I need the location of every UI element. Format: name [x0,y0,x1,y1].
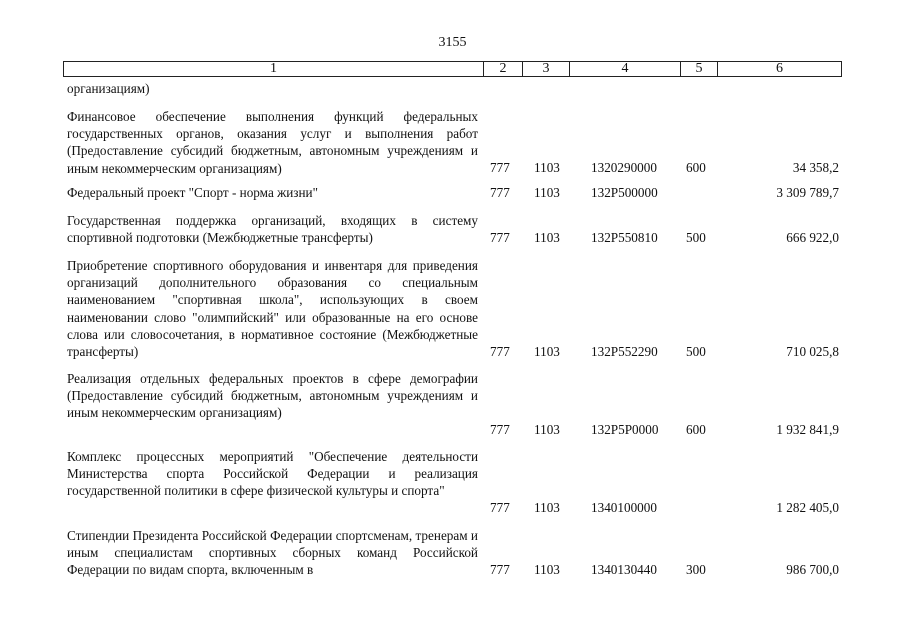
row-target-code: 1340130440 [591,562,657,577]
page-number: 3155 [438,35,467,50]
row-expense-type: 600 [686,422,706,437]
row-amount: 710 025,8 [786,344,839,359]
row-admin-code: 777 [490,344,510,359]
row-target-code: 132P552290 [591,344,658,359]
row-section-code: 1103 [534,422,560,437]
header-col-2: 2 [483,62,522,76]
row-expense-type: 600 [686,160,706,175]
header-col-1: 1 [270,61,277,76]
row-section-code: 1103 [534,230,560,245]
row-name: Стипендии Президента Российской Федерации спортсменам, тренерам и иным специалистам спортивных сборных команд Российской Федерации по видам спорта, включенным в [67,528,478,578]
row-expense-type: 500 [686,344,706,359]
table-header [63,61,842,77]
row-section-code: 1103 [534,344,560,359]
row-admin-code: 777 [490,422,510,437]
row-admin-code: 777 [490,160,510,175]
header-col-5: 5 [680,62,717,76]
row-admin-code: 777 [490,230,510,245]
row-admin-code: 777 [490,500,510,515]
row-name: Федеральный проект "Спорт - норма жизни" [67,185,318,200]
row-section-code: 1103 [534,500,560,515]
header-col-4: 4 [569,62,680,76]
row-name: Комплекс процессных мероприятий "Обеспечение деятельности Министерства спорта Российской Федерации и реализация государственной политики в сфере физической культуры и спорта" [67,449,478,499]
row-section-code: 1103 [534,562,560,577]
header-col-3: 3 [522,62,569,76]
row-admin-code: 777 [490,562,510,577]
row-amount: 666 922,0 [786,230,839,245]
row-target-code: 1320290000 [591,160,657,175]
row-amount: 1 282 405,0 [776,500,839,515]
row-name: Государственная поддержка организаций, входящих в систему спортивной подготовки (Межбюджетные трансферты) [67,213,478,246]
row-section-code: 1103 [534,160,560,175]
row-section-code: 1103 [534,185,560,200]
row-target-code: 132P5P0000 [591,422,659,437]
row-target-code: 132P550810 [591,230,658,245]
row-target-code: 132P500000 [591,185,658,200]
row-name: Финансовое обеспечение выполнения функций федеральных государственных органов, оказания услуг и выполнения работ (Предоставление субсидий бюджетным, автономным учреждениям и иным некоммерческим организациям) [67,109,478,176]
row-admin-code: 777 [490,185,510,200]
header-col-6: 6 [717,62,841,76]
row-amount: 34 358,2 [792,160,839,175]
row-expense-type: 300 [686,562,706,577]
row-name: организациям) [67,81,150,96]
row-name: Реализация отдельных федеральных проектов в сфере демографии (Предоставление субсидий бюджетным, автономным учреждениям и иным некоммерческим организациям) [67,371,478,421]
row-target-code: 1340100000 [591,500,657,515]
row-expense-type: 500 [686,230,706,245]
row-amount: 986 700,0 [786,562,839,577]
row-amount: 1 932 841,9 [776,422,839,437]
row-name: Приобретение спортивного оборудования и инвентаря для приведения организаций дополнительного образования со специальным наименованием "спортивная школа", использующих в своем наименовании слово "олимпийский" или образованные на его основе слова или словосочетания, в нормативное состояние (Межбюджетные трансферты) [67,258,478,360]
row-amount: 3 309 789,7 [776,185,839,200]
